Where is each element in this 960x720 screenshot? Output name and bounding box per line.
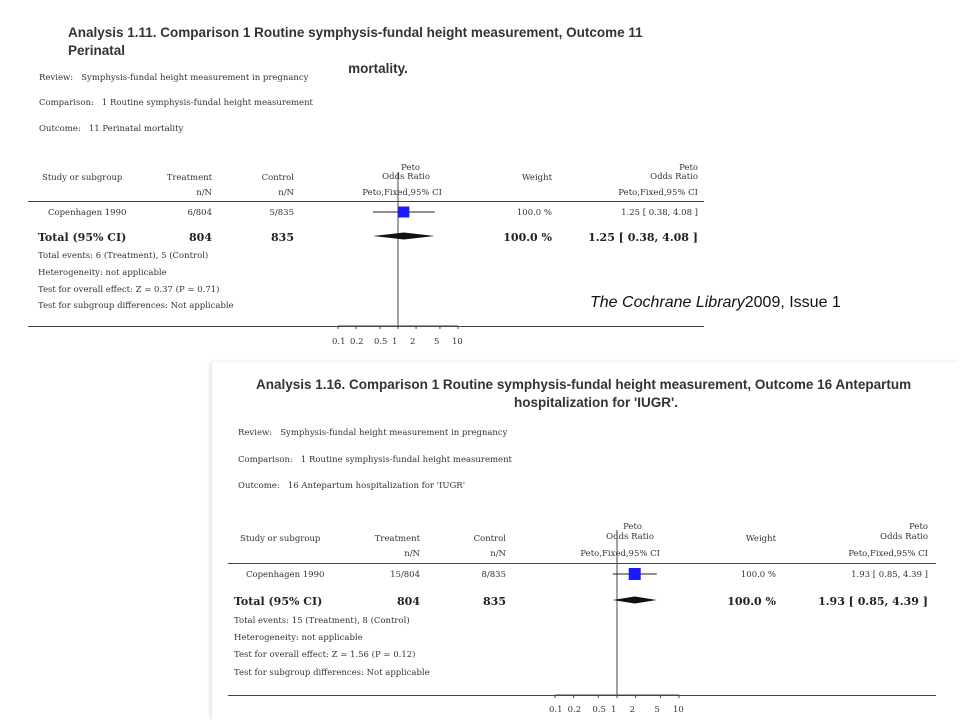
header-peto-2: Peto [679, 163, 698, 173]
footnote-heterogeneity: Heterogeneity: not applicable [234, 633, 363, 643]
axis-tick-label: 0.1 [332, 337, 346, 347]
review-value: Symphysis-fundal height measurement in pregnancy [81, 73, 309, 83]
header-method-2: Peto,Fixed,95% CI [848, 549, 928, 559]
axis-tick-label: 2 [629, 705, 636, 715]
footnote-subgroup: Test for subgroup differences: Not applicable [234, 668, 430, 678]
footnote-events: Total events: 6 (Treatment), 5 (Control) [38, 251, 209, 261]
title-line-2: hospitalization for 'IUGR'. [514, 395, 678, 410]
study-weight: 100.0 % [516, 208, 552, 218]
axis-tick-label: 0.5 [373, 337, 388, 347]
axis-tick-label: 5 [654, 705, 660, 715]
axis-tick-label: 0.2 [567, 705, 582, 715]
header-peto-1: Peto [623, 522, 642, 532]
header-weight: Weight [521, 173, 552, 183]
title-line-1: Analysis 1.11. Comparison 1 Routine symphysis-fundal height measurement, Outcome 11 Perinatal [68, 25, 643, 58]
header-method-1: Peto,Fixed,95% CI [362, 188, 442, 198]
review-value: Symphysis-fundal height measurement in pregnancy [280, 428, 508, 438]
study-control: 8/835 [481, 570, 506, 580]
axis-tick-label: 0.2 [350, 337, 364, 347]
study-treatment: 15/804 [390, 570, 420, 580]
comparison-label: Comparison: [238, 455, 293, 465]
header-odds-ratio-2: Odds Ratio [650, 172, 698, 182]
total-control: 835 [271, 231, 294, 244]
forest-plot-panel-2 [212, 362, 960, 720]
header-control: Control [473, 534, 506, 544]
axis-tick-label: 2 [410, 337, 416, 347]
outcome-value: 16 Antepartum hospitalization for 'IUGR' [287, 481, 466, 491]
total-ci: 1.25 [ 0.38, 4.08 ] [588, 231, 698, 244]
header-treatment: Treatment [374, 534, 420, 544]
header-treatment-sub: n/N [196, 188, 212, 198]
title-line-2: mortality. [348, 61, 408, 76]
study-ci: 1.93 [ 0.85, 4.39 ] [851, 570, 928, 580]
study-marker [398, 207, 409, 218]
header-method-1: Peto,Fixed,95% CI [580, 549, 660, 559]
header-control-sub: n/N [278, 188, 294, 198]
study-name: Copenhagen 1990 [48, 208, 127, 218]
outcome-label: Outcome: [238, 481, 280, 491]
title-line-1: Analysis 1.16. Comparison 1 Routine symphysis-fundal height measurement, Outcome 16 Antepartum [256, 377, 912, 392]
source-edition: 2009, Issue 1 [744, 294, 841, 311]
header-treatment-sub: n/N [404, 549, 420, 559]
comparison-label: Comparison: [39, 98, 94, 108]
total-ci: 1.93 [ 0.85, 4.39 ] [818, 595, 928, 608]
header-weight: Weight [745, 534, 776, 544]
study-weight: 100.0 % [740, 570, 776, 580]
header-control-sub: n/N [490, 549, 506, 559]
total-weight: 100.0 % [727, 595, 776, 608]
pooled-diamond [613, 597, 657, 604]
total-name: Total (95% CI) [38, 231, 127, 244]
axis-tick-label: 10 [673, 705, 684, 715]
source-title: The Cochrane Library [590, 294, 745, 311]
outcome-value: 11 Perinatal mortality [88, 124, 184, 134]
axis-tick-labels [212, 705, 960, 717]
source-caption [590, 294, 841, 312]
total-treatment: 804 [189, 231, 212, 244]
header-odds-ratio-1: Odds Ratio [382, 172, 430, 182]
axis-tick-label: 1 [611, 705, 617, 715]
outcome-label: Outcome: [39, 124, 81, 134]
header-peto-2: Peto [909, 522, 928, 532]
comparison-value: 1 Routine symphysis-fundal height measurement [300, 455, 512, 465]
header-method-2: Peto,Fixed,95% CI [618, 188, 698, 198]
axis-tick-label: 1 [392, 337, 398, 347]
study-marker [629, 568, 641, 580]
footnote-overall-effect: Test for overall effect: Z = 1.56 (P = 0.12) [234, 650, 416, 660]
footnote-subgroup: Test for subgroup differences: Not applicable [38, 301, 234, 311]
study-ci: 1.25 [ 0.38, 4.08 ] [621, 208, 698, 218]
review-label: Review: [39, 73, 74, 83]
footnote-events: Total events: 15 (Treatment), 8 (Control) [234, 616, 410, 626]
pooled-diamond [373, 233, 435, 240]
header-study: Study or subgroup [42, 173, 123, 183]
total-control: 835 [483, 595, 506, 608]
study-treatment: 6/804 [187, 208, 212, 218]
study-name: Copenhagen 1990 [246, 570, 325, 580]
axis-tick-labels [0, 337, 720, 349]
header-odds-ratio-1: Odds Ratio [606, 532, 654, 542]
axis-tick-label: 0.5 [592, 705, 606, 715]
axis-tick-label: 0.1 [549, 705, 563, 715]
header-treatment: Treatment [166, 173, 212, 183]
axis-tick-label: 5 [433, 337, 440, 347]
header-control: Control [261, 173, 294, 183]
total-weight: 100.0 % [503, 231, 552, 244]
footnote-heterogeneity: Heterogeneity: not applicable [38, 268, 167, 278]
header-study: Study or subgroup [240, 534, 321, 544]
header-odds-ratio-2: Odds Ratio [880, 532, 928, 542]
study-control: 5/835 [269, 208, 294, 218]
comparison-value: 1 Routine symphysis-fundal height measurement [101, 98, 313, 108]
review-label: Review: [238, 428, 273, 438]
header-peto-1: Peto [401, 163, 420, 173]
footnote-overall-effect: Test for overall effect: Z = 0.37 (P = 0.71) [38, 285, 220, 295]
forest-plot-graphic [212, 362, 960, 720]
total-treatment: 804 [397, 595, 420, 608]
total-name: Total (95% CI) [234, 595, 323, 608]
axis-tick-label: 10 [452, 337, 463, 347]
